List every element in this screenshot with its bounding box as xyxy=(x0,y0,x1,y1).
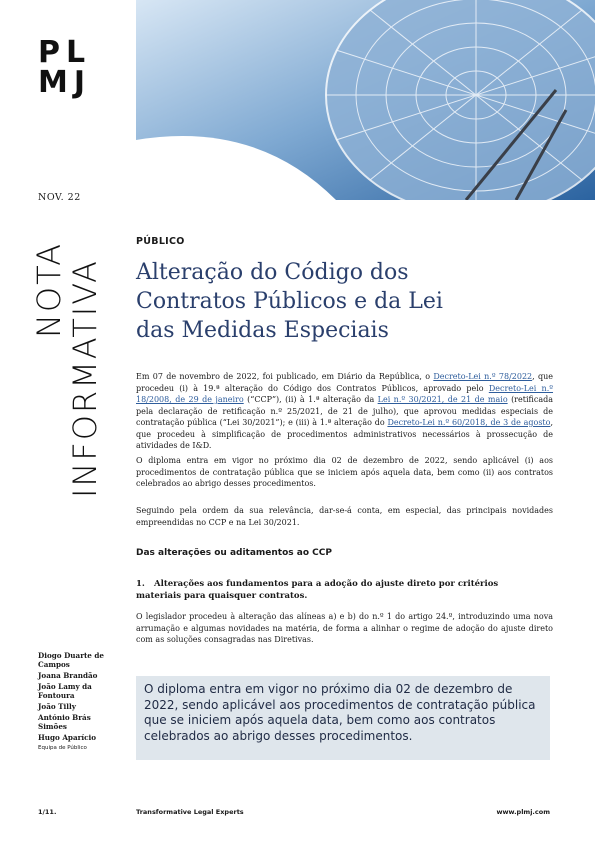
link-decreto-lei-60-2018[interactable]: Decreto-Lei n.º 60/2018, de 3 de agosto xyxy=(387,418,551,427)
footer-tagline: Transformative Legal Experts xyxy=(136,808,244,816)
antenna-dish-graphic xyxy=(136,0,595,200)
vertical-title-line-1: NOTA xyxy=(30,241,68,338)
numbered-item-1 xyxy=(136,578,536,602)
highlight-quote-box: O diploma entra em vigor no próximo dia 02 de dezembro de 2022, sendo aplicável aos procedimentos de contratação pública que se iniciem após aquela data, bem como aos contratos celebrados ao abrigo desses procedimentos. xyxy=(136,676,550,760)
team-label: Equipa de Público xyxy=(38,745,87,751)
author-name: João Tilly xyxy=(38,702,76,711)
author-name: António Brás Simões xyxy=(38,713,91,731)
vertical-title-line-2: INFORMATIVA xyxy=(66,259,104,498)
link-lei-30-2021[interactable]: Lei n.º 30/2021, de 21 de maio xyxy=(377,395,508,404)
page-number: 1/11. xyxy=(38,808,57,816)
page-title xyxy=(136,258,536,345)
link-decreto-lei-78-2022[interactable]: Decreto-Lei n.º 78/2022 xyxy=(433,372,533,381)
vertical-title xyxy=(30,240,110,500)
overview-paragraph: Seguindo pela ordem da sua relevância, dar-se-á conta, em especial, das principais novidades empreendidas no CCP e na Lei 30/2021. xyxy=(136,506,553,527)
title-line-1: Alteração do Código dos xyxy=(136,260,409,285)
logo-line-1: PL xyxy=(38,35,92,70)
article-24-paragraph: O legislador procedeu à alteração das alíneas a) e b) do n.º 1 do artigo 24.º, introduzindo uma nova arrumação e algumas novidades na matéria, de forma a alinhar o regime de adoção do ajuste direto com as soluções consagradas nas Diretivas. xyxy=(136,612,553,644)
link-decreto-lei-18-2008[interactable]: Decreto-Lei n.º 18/2008, de 29 de janeiro xyxy=(136,383,554,404)
item-number: 1. xyxy=(136,579,145,589)
intro-paragraph xyxy=(136,371,553,452)
author-name: Joana Brandão xyxy=(38,671,98,680)
title-line-3: das Medidas Especiais xyxy=(136,318,389,343)
author-name: Diogo Duarte de Campos xyxy=(38,651,104,669)
author-name: Hugo Aparício xyxy=(38,733,97,742)
intro-text-1: Em 07 de novembro de 2022, foi publicado, em Diário da República, o xyxy=(136,372,434,381)
intro-text-4: (retificada pela declaração de retificação n.º 25/2021, de 21 de julho), que aprovou medidas especiais de contratação pública (“Lei 30/2021”); e (iii) à 1.ª alteração do xyxy=(136,395,553,427)
hero-image-antenna xyxy=(136,0,595,200)
intro-text-5: , que procedeu à simplificação de procedimentos administrativos necessários à prossecução de atividades de I&D. xyxy=(136,418,553,450)
section-tag: PÚBLICO xyxy=(136,236,185,247)
issue-date: NOV. 22 xyxy=(38,192,81,203)
entry-into-force-paragraph: O diploma entra em vigor no próximo dia 02 de dezembro de 2022, sendo aplicável (i) aos procedimentos de contratação pública que se iniciem após aquela data, bem como (ii) aos contratos celebrados ao abrigo desses procedimentos. xyxy=(136,456,553,488)
footer-website-link[interactable]: www.plmj.com xyxy=(496,808,550,816)
logo-line-2: MJ xyxy=(38,65,92,100)
intro-text-3: (“CCP”), (ii) à 1.ª alteração da xyxy=(243,395,378,404)
author-name: João Lamy da Fontoura xyxy=(38,682,92,700)
authors-list xyxy=(38,651,118,751)
plmj-logo xyxy=(38,35,100,100)
intro-text-2: , que procedeu (i) à 19.ª alteração do Código dos Contratos Públicos, aprovado pelo xyxy=(136,372,553,393)
section-subheading: Das alterações ou aditamentos ao CCP xyxy=(136,548,332,558)
title-line-2: Contratos Públicos e da Lei xyxy=(136,289,443,314)
item-text: Alterações aos fundamentos para a adoção do ajuste direto por critérios materiais para quaisquer contratos. xyxy=(136,579,499,601)
